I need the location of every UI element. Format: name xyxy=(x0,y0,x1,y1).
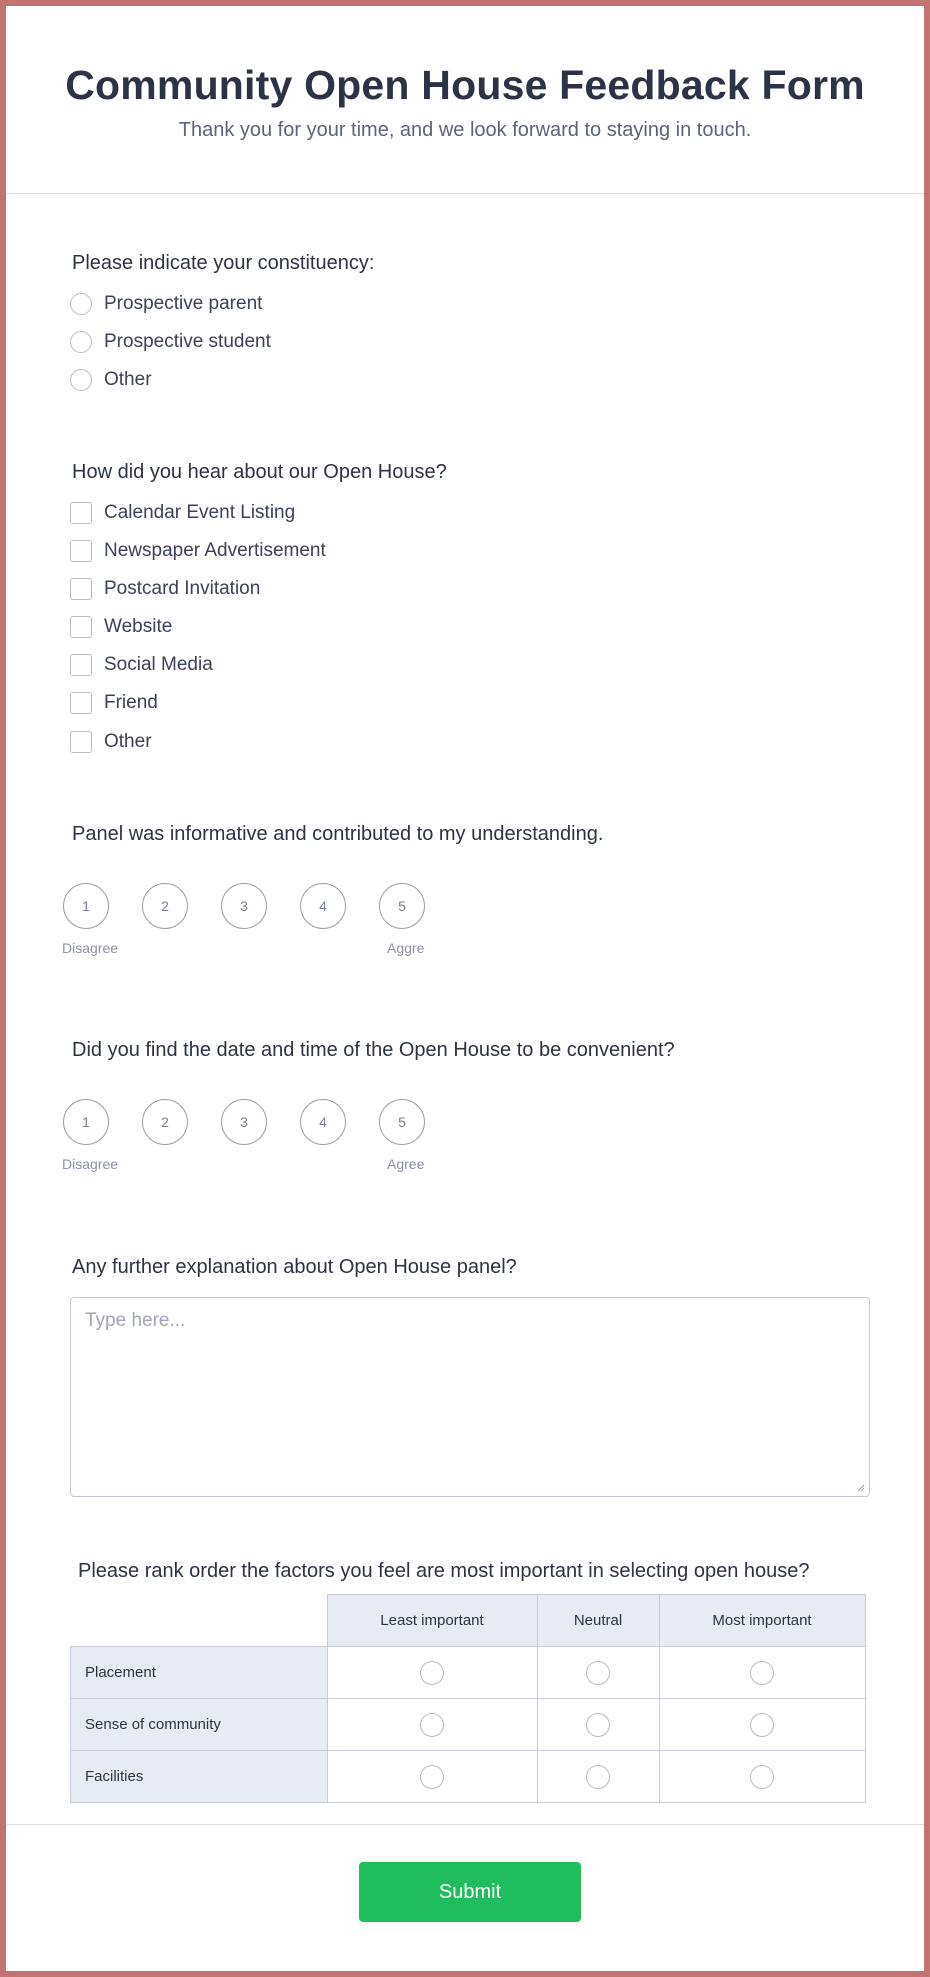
matrix-radio[interactable] xyxy=(586,1661,610,1685)
checkbox[interactable] xyxy=(70,616,92,638)
matrix-corner xyxy=(71,1595,328,1647)
scale-high-label: Agree xyxy=(387,1156,425,1172)
option-label: Friend xyxy=(104,692,158,713)
matrix-row-label: Placement xyxy=(71,1647,328,1699)
matrix-radio[interactable] xyxy=(420,1713,444,1737)
matrix-row xyxy=(71,1699,866,1751)
matrix-radio[interactable] xyxy=(586,1713,610,1737)
constituency-question-label: Please indicate your constituency: xyxy=(72,252,375,274)
radio-button[interactable] xyxy=(70,293,92,315)
matrix-column-header: Neutral xyxy=(537,1595,659,1647)
form-title: Community Open House Feedback Form xyxy=(65,62,865,108)
hear-option-website[interactable] xyxy=(70,616,172,638)
option-label: Newspaper Advertisement xyxy=(104,540,326,561)
scale-option-5[interactable]: 5 xyxy=(379,883,425,929)
matrix-radio[interactable] xyxy=(420,1661,444,1685)
option-label: Other xyxy=(104,369,152,390)
scale-high-label: Aggre xyxy=(387,940,425,956)
matrix-column-header: Least important xyxy=(327,1595,537,1647)
option-label: Prospective parent xyxy=(104,293,263,314)
form-subtitle: Thank you for your time, and we look forward to staying in touch. xyxy=(178,119,752,141)
checkbox[interactable] xyxy=(70,578,92,600)
resize-handle-icon[interactable] xyxy=(855,1482,865,1492)
panel-informative-question-label: Panel was informative and contributed to my understanding. xyxy=(72,823,604,845)
matrix-row xyxy=(71,1647,866,1699)
footer-divider xyxy=(6,1824,924,1825)
scale-option-1[interactable]: 1 xyxy=(63,883,109,929)
textarea-placeholder: Type here... xyxy=(85,1310,186,1331)
option-label: Prospective student xyxy=(104,331,271,352)
scale-option-4[interactable]: 4 xyxy=(300,1099,346,1145)
checkbox[interactable] xyxy=(70,654,92,676)
scale-option-1[interactable]: 1 xyxy=(63,1099,109,1145)
scale-low-label: Disagree xyxy=(62,1156,119,1172)
scale-option-2[interactable]: 2 xyxy=(142,883,188,929)
hear-option-friend[interactable] xyxy=(70,692,158,714)
scale-option-4[interactable]: 4 xyxy=(300,883,346,929)
submit-button[interactable]: Submit xyxy=(359,1862,581,1922)
scale-option-3[interactable]: 3 xyxy=(221,1099,267,1145)
scale-option-3[interactable]: 3 xyxy=(221,883,267,929)
date-convenient-scale xyxy=(63,1099,458,1145)
panel-informative-scale xyxy=(63,883,458,929)
option-label: Other xyxy=(104,731,152,752)
matrix-radio[interactable] xyxy=(586,1765,610,1789)
option-label: Calendar Event Listing xyxy=(104,502,296,523)
checkbox[interactable] xyxy=(70,731,92,753)
hear-option-calendar[interactable] xyxy=(70,502,295,524)
explanation-question-label: Any further explanation about Open House panel? xyxy=(72,1256,517,1278)
checkbox[interactable] xyxy=(70,692,92,714)
rank-matrix xyxy=(70,1594,866,1803)
scale-option-5[interactable]: 5 xyxy=(379,1099,425,1145)
date-convenient-question-label: Did you find the date and time of the Open House to be convenient? xyxy=(72,1039,675,1061)
matrix-radio[interactable] xyxy=(750,1713,774,1737)
form-header xyxy=(6,6,924,194)
matrix-radio[interactable] xyxy=(750,1661,774,1685)
hear-option-postcard[interactable] xyxy=(70,578,260,600)
constituency-option-student[interactable] xyxy=(70,331,271,353)
rank-question-label: Please rank order the factors you feel are most important in selecting open house? xyxy=(78,1560,810,1582)
scale-low-label: Disagree xyxy=(62,940,119,956)
option-label: Website xyxy=(104,616,173,637)
checkbox[interactable] xyxy=(70,502,92,524)
hear-option-social-media[interactable] xyxy=(70,654,213,676)
matrix-row xyxy=(71,1751,866,1803)
matrix-column-header: Most important xyxy=(659,1595,865,1647)
constituency-option-other[interactable] xyxy=(70,369,152,391)
option-label: Social Media xyxy=(104,654,213,675)
matrix-row-label: Facilities xyxy=(71,1751,328,1803)
hear-option-other[interactable] xyxy=(70,731,152,753)
matrix-row-label: Sense of community xyxy=(71,1699,328,1751)
checkbox[interactable] xyxy=(70,540,92,562)
hear-about-question-label: How did you hear about our Open House? xyxy=(72,461,447,483)
explanation-textarea[interactable] xyxy=(70,1297,870,1497)
scale-option-2[interactable]: 2 xyxy=(142,1099,188,1145)
hear-option-newspaper[interactable] xyxy=(70,540,326,562)
option-label: Postcard Invitation xyxy=(104,578,261,599)
matrix-radio[interactable] xyxy=(750,1765,774,1789)
radio-button[interactable] xyxy=(70,331,92,353)
radio-button[interactable] xyxy=(70,369,92,391)
matrix-radio[interactable] xyxy=(420,1765,444,1789)
constituency-option-parent[interactable] xyxy=(70,293,262,315)
